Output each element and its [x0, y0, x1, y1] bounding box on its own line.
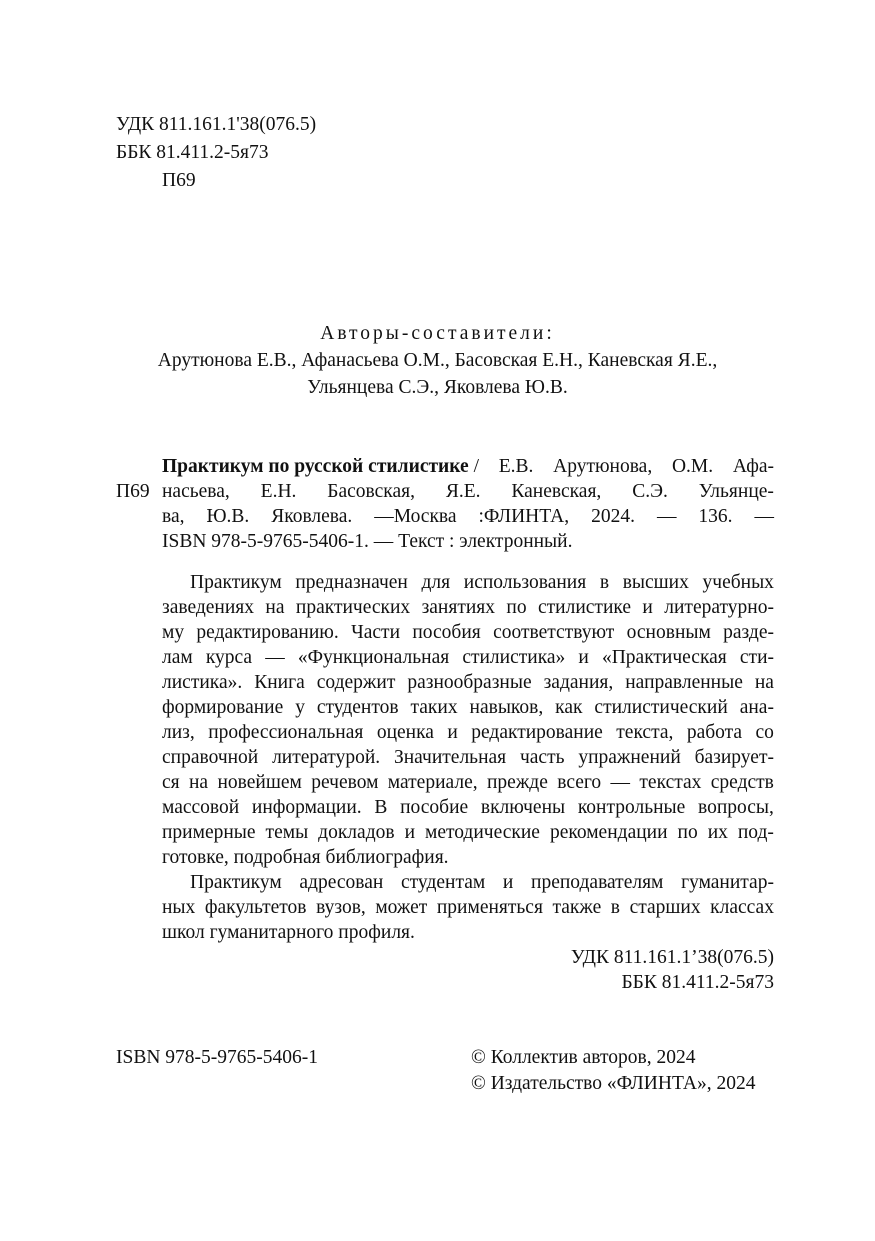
- word: формирование: [162, 697, 284, 718]
- biblio-isbn-line: ISBN 978-5-9765-5406-1. — Текст : электронный.: [162, 531, 573, 552]
- biblio-word: С.Э.: [632, 481, 668, 502]
- word: разнообразные: [407, 672, 532, 693]
- word: практических: [295, 597, 411, 618]
- page-count: 136.: [698, 506, 733, 527]
- biblio-word: 2024.: [591, 506, 635, 527]
- biblio-word: Басовская,: [327, 481, 415, 502]
- word: преподавателям: [531, 872, 664, 893]
- word: оценка: [376, 722, 434, 743]
- word: основным: [626, 622, 711, 643]
- word: информации.: [251, 797, 362, 818]
- word: базирует-: [694, 747, 774, 768]
- word: со: [755, 722, 774, 743]
- word: как: [555, 697, 583, 718]
- word: классах: [710, 897, 774, 918]
- abstract-line: [162, 845, 774, 870]
- word: содержит: [316, 672, 396, 693]
- word: литературно-: [664, 597, 774, 618]
- word: вузов,: [316, 897, 366, 918]
- bibliographic-description: [162, 454, 774, 554]
- word: Практикум: [190, 572, 282, 593]
- word: контрольные: [577, 797, 686, 818]
- abstract-line: [162, 645, 774, 670]
- word: и: [447, 722, 458, 743]
- abstract-line: [162, 570, 774, 595]
- word: пособия: [412, 622, 481, 643]
- abstract: [162, 570, 774, 945]
- word: их: [707, 822, 728, 843]
- abstract-line: [162, 745, 774, 770]
- word: курса: [205, 647, 253, 668]
- biblio-line-1: [162, 454, 774, 479]
- biblio-word: Каневская,: [511, 481, 602, 502]
- word: в: [599, 572, 610, 593]
- word: примерные: [162, 822, 256, 843]
- word: текстах: [639, 772, 702, 793]
- biblio-word: Арутюнова,: [553, 456, 653, 477]
- abstract-line: [162, 770, 774, 795]
- copyright-publisher: © Издательство «ФЛИНТА», 2024: [471, 1073, 756, 1094]
- biblio-word: Я.Е.: [445, 481, 481, 502]
- abstract-line: [162, 620, 774, 645]
- bbk-code-repeat: ББК 81.411.2-5я73: [621, 972, 774, 993]
- word: на: [265, 597, 285, 618]
- word: новейшем: [217, 772, 302, 793]
- word: пособие: [400, 797, 469, 818]
- word: редактирование: [471, 722, 603, 743]
- word: стилистике: [537, 597, 632, 618]
- word: учебных: [702, 572, 774, 593]
- biblio-word: Ю.В.: [206, 506, 250, 527]
- word: и: [502, 872, 514, 893]
- word: рекомендации: [549, 822, 668, 843]
- word: всего: [557, 772, 602, 793]
- word: литературой.: [272, 747, 381, 768]
- biblio-word: О.М.: [671, 456, 714, 477]
- word: для: [421, 572, 451, 593]
- word: —: [265, 647, 285, 668]
- isbn: ISBN 978-5-9765-5406-1: [116, 1047, 319, 1068]
- word: му: [162, 622, 185, 643]
- biblio-word: :ФЛИНТА,: [478, 506, 570, 527]
- word: ных: [162, 897, 196, 918]
- abstract-line: [162, 895, 774, 920]
- word: использования: [463, 572, 587, 593]
- word: упражнений: [578, 747, 681, 768]
- biblio-word: Ульянце-: [698, 481, 774, 502]
- abstract-line: [162, 695, 774, 720]
- word: Практикум: [190, 872, 282, 893]
- word: задания,: [543, 672, 614, 693]
- paragraph-end: школ гуманитарного профиля.: [162, 922, 415, 943]
- classification-block: [116, 111, 316, 195]
- title-separator: /: [473, 456, 479, 477]
- word: часть: [519, 747, 565, 768]
- biblio-word: —: [656, 506, 677, 527]
- paragraph-end: готовке, подробная библиография.: [162, 847, 449, 868]
- word: старших: [629, 897, 701, 918]
- word: применяться: [436, 897, 543, 918]
- word: Части: [351, 622, 401, 643]
- word: вопросы,: [698, 797, 774, 818]
- udk-code: УДК 811.161.1'38(076.5): [116, 114, 317, 135]
- biblio-word: Афа-: [732, 456, 774, 477]
- word: стилистика»: [462, 647, 566, 668]
- word: ана-: [739, 697, 774, 718]
- word: навыков,: [469, 697, 544, 718]
- abstract-line: [162, 670, 774, 695]
- word: предназначен: [295, 572, 408, 593]
- word: —: [610, 772, 631, 793]
- biblio-word: насьева,: [162, 481, 230, 502]
- abstract-line: [162, 920, 774, 945]
- abstract-line: [162, 820, 774, 845]
- word: справочной: [162, 747, 259, 768]
- word: ся: [162, 772, 180, 793]
- authors-line-2: Ульянцева С.Э., Яковлева Ю.В.: [307, 377, 568, 398]
- author-sign: П69: [162, 170, 196, 191]
- biblio-word: —: [754, 506, 774, 527]
- word: студентов: [316, 697, 399, 718]
- biblio-line-1-head: [162, 454, 479, 479]
- biblio-word: Е.Н.: [260, 481, 297, 502]
- biblio-line-2: [162, 479, 774, 504]
- word: также: [552, 897, 602, 918]
- authors-line-1: Арутюнова Е.В., Афанасьева О.М., Басовская Е.Н., Каневская Я.Е.,: [157, 350, 718, 371]
- word: на: [754, 672, 774, 693]
- authors-block: [0, 320, 875, 401]
- copyright-block: [471, 1045, 755, 1097]
- word: гуманитар-: [681, 872, 774, 893]
- word: таких: [410, 697, 458, 718]
- word: в: [610, 897, 621, 918]
- word: прежде: [486, 772, 548, 793]
- word: высших: [622, 572, 689, 593]
- word: соответствуют: [493, 622, 615, 643]
- word: лам: [162, 647, 193, 668]
- abstract-line: [162, 595, 774, 620]
- biblio-line-3: [162, 504, 774, 529]
- word: работа: [686, 722, 743, 743]
- word: Значительная: [393, 747, 507, 768]
- copyright-authors: © Коллектив авторов, 2024: [471, 1047, 696, 1068]
- abstract-line: [162, 870, 774, 895]
- classification-repeat: [571, 945, 774, 995]
- word: «Функциональная: [297, 647, 450, 668]
- word: по: [677, 822, 698, 843]
- word: студентам: [401, 872, 486, 893]
- word: В: [374, 797, 388, 818]
- word: факультетов: [204, 897, 307, 918]
- abstract-line: [162, 795, 774, 820]
- word: текста,: [616, 722, 674, 743]
- word: и: [578, 647, 589, 668]
- word: массовой: [162, 797, 240, 818]
- bbk-code: ББК 81.411.2-5я73: [116, 142, 269, 163]
- word: речевом: [311, 772, 379, 793]
- word: и: [642, 597, 653, 618]
- word: сти-: [739, 647, 774, 668]
- word: профессиональная: [208, 722, 364, 743]
- abstract-line: [162, 720, 774, 745]
- word: листика».: [162, 672, 243, 693]
- word: адресован: [299, 872, 384, 893]
- word: лиз,: [162, 722, 195, 743]
- udk-code-repeat: УДК 811.161.1’38(076.5): [570, 947, 774, 968]
- word: материале,: [387, 772, 478, 793]
- word: методические: [424, 822, 540, 843]
- word: стилистический: [594, 697, 728, 718]
- word: заведениях: [162, 597, 255, 618]
- word: темы: [265, 822, 309, 843]
- word: у: [295, 697, 305, 718]
- word: «Практическая: [601, 647, 727, 668]
- biblio-word: Е.В.: [498, 456, 534, 477]
- word: включены: [480, 797, 566, 818]
- biblio-word: Яковлева.: [271, 506, 353, 527]
- book-title: Практикум по русской стилистике: [162, 456, 469, 477]
- word: может: [375, 897, 428, 918]
- biblio-line-4: [162, 529, 774, 554]
- word: под-: [737, 822, 774, 843]
- word: разде-: [723, 622, 774, 643]
- biblio-word: ва,: [162, 506, 185, 527]
- word: Книга: [254, 672, 305, 693]
- authors-heading: Авторы-составители:: [320, 323, 555, 344]
- word: и: [404, 822, 415, 843]
- biblio-word: —Москва: [374, 506, 457, 527]
- word: занятиях: [421, 597, 496, 618]
- word: по: [506, 597, 527, 618]
- word: направленные: [625, 672, 743, 693]
- word: средств: [710, 772, 774, 793]
- word: докладов: [318, 822, 395, 843]
- word: редактированию.: [196, 622, 339, 643]
- word: на: [189, 772, 209, 793]
- author-sign-marker: П69: [116, 481, 150, 502]
